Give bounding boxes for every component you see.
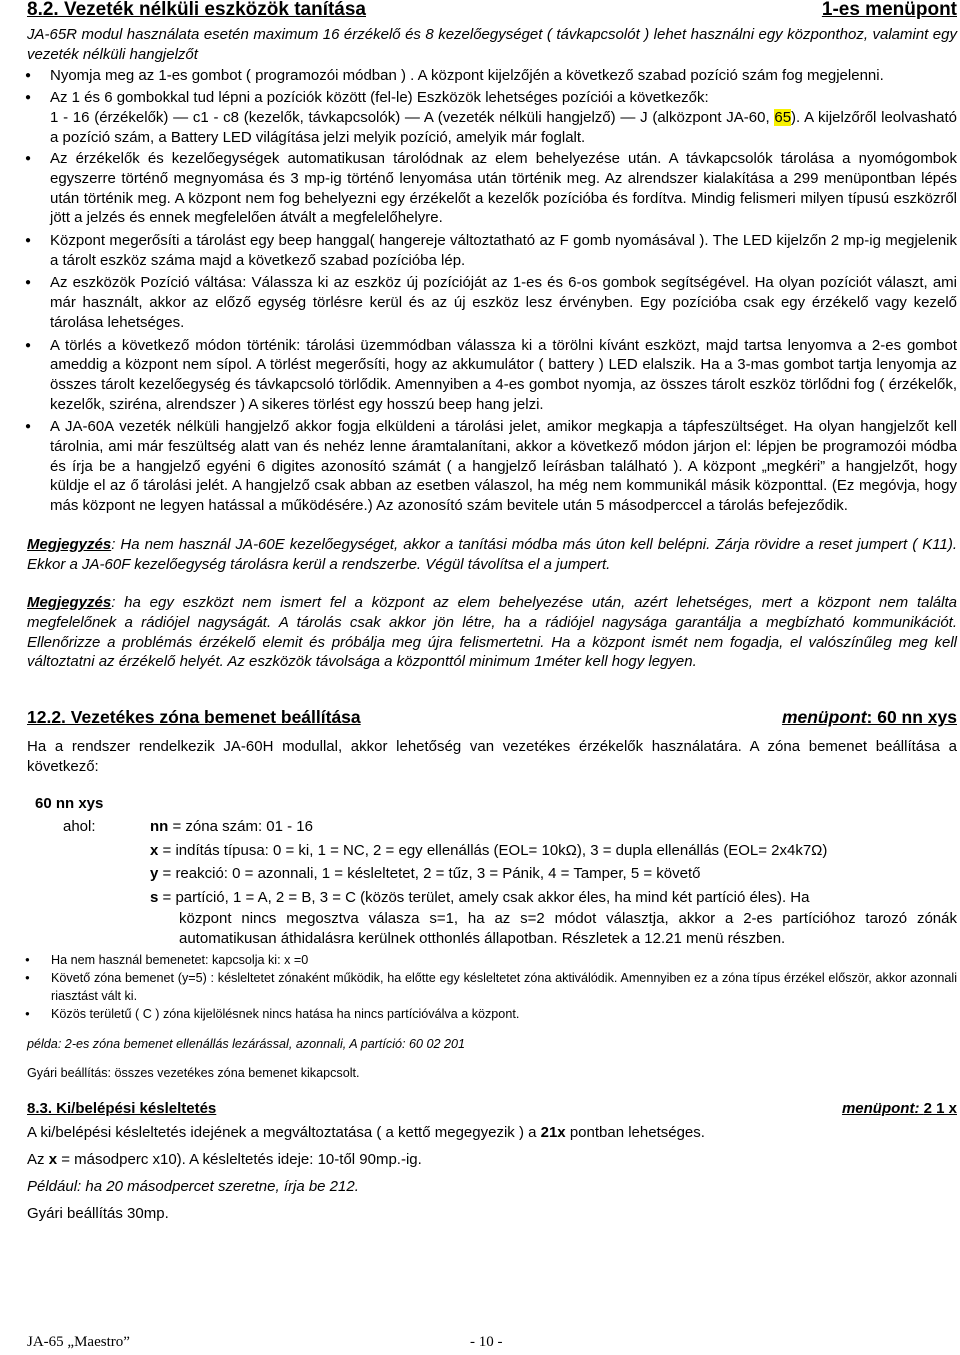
delay-text: A ki/belépési késleltetés idejének a megváltoztatása ( a kettő megegyezik ) a (27, 1123, 541, 1141)
zone-intro: Ha a rendszer rendelkezik JA-60H modullal, akkor lehetőség van vezetékes érzékelők használatára. A zóna bemenet beállítása a következő: (27, 738, 957, 775)
section-8-3-header (27, 1100, 957, 1117)
param-key: x (150, 841, 159, 859)
positions-text-end: ). A kijelzőről leolvasható a pozíció szám, a Battery LED világítása jelzi melyik pozíció, amelyik már foglalt. (50, 108, 957, 146)
list-item: ● Követő zóna bemenet (y=5) : késleltetet zónaként működik, ha előtte egy késleltetet zóna aktiválódik. Amennyiben ez a zóna típus érzékel először, akkor azonnali riasztást vált ki. (27, 969, 957, 1005)
list-item: ● Központ megerősíti a tárolást egy beep hanggal( hangereje változtatható az F gomb nyomásával ). The LED kijelzőn 2 mp-ig megjelenik a tárolt eszköz száma majd a következő szabad pozícióba lép. (27, 231, 957, 270)
list-item: ● Ha nem használ bemenetet: kapcsolja ki: x =0 (27, 951, 957, 969)
page-number: - 10 - (470, 1334, 503, 1350)
param-key: s (150, 888, 159, 906)
note-label: Megjegyzés (27, 594, 112, 612)
zone-param-row (27, 839, 957, 863)
list-item-text: ● Az 1 és 6 gombokkal tud lépni a pozíciók között (fel-le) Eszközök lehetséges pozíciói a következők: (50, 89, 709, 107)
param-desc: = zóna szám: 01 - 16 (168, 818, 313, 836)
intro-paragraph: JA-65R modul használata esetén maximum 16 érzékelő és 8 kezelőegységet ( távkapcsolót ) lehet használni egy központhoz, valamint egy vezeték nélküli hangjelzőt (27, 26, 957, 63)
highlighted-number: 65 (774, 108, 792, 126)
menu-reference (842, 1100, 957, 1117)
delay-text-end: = másodperc x10). A késleltetés ideje: 10-től 90mp.-ig. (57, 1151, 422, 1169)
zone-code: 60 nn xys (35, 794, 104, 812)
menu-label: menüpont (781, 707, 867, 728)
delay-paragraph (27, 1150, 957, 1170)
delay-factory: Gyári beállítás 30mp. (27, 1204, 169, 1222)
zone-param-row (27, 862, 957, 886)
section-title: 12.2. Vezetékes zóna bemenet beállítása (27, 707, 361, 728)
list-item-text (50, 108, 957, 147)
section-12-2-header (27, 707, 957, 728)
delay-var: x (48, 1151, 58, 1169)
param-key: nn (150, 818, 169, 836)
list-item: ● Nyomja meg az 1-es gombot ( programozói módban ) . A központ kijelzőjén a következő szabad pozíció szám fog megjelenni. (27, 66, 957, 86)
param-desc: = partíció, 1 = A, 2 = B, 3 = C (közös terület, amely csak akkor éles, ha mind két partíció éles). Ha (158, 888, 810, 906)
note-paragraph (27, 593, 957, 672)
where-label: ahol: (63, 818, 96, 836)
page-footer (27, 1334, 503, 1351)
delay-paragraph (27, 1123, 957, 1143)
bullet-list (27, 66, 957, 515)
example-line: példa: 2-es zóna bemenet ellenállás lezárással, azonnali, A partíció: 60 02 201 (27, 1037, 466, 1052)
list-item: ● A törlés a következő módon történik: tárolási üzemmódban válassza ki a törölni kívánt eszközt, majd tartsa lenyomva a 2-es gombot ameddig a központ nem sípol. A törlést megerősíti, hogy az akkumulátor ( battery ) LED elalszik. Ha a 3-mas gombot tartja lenyomja az összes tárolt kezelőegység és távkapcsoló törlődik. Amennyiben a 4-es gombot nyomja, az összes tárolt eszköz törlődni fog ( érzékelők, kezelők, sziréna, alrendszer ) A sikeres törlést egy hosszú beep hang jelzi. (27, 336, 957, 415)
param-desc-continued: központ nincs megosztva válasza s=1, ha az s=2 módot választja, akkor a 2-es partícióhoz tarozó zónák automatikusan áthidalásra kerülnek otthonlés állapotban. Részletek a 12.21 menü részben. (179, 910, 957, 947)
zone-param-row (27, 886, 957, 910)
menu-reference: 1-es menüpont (821, 0, 957, 20)
delay-text: Az (27, 1151, 49, 1169)
param-desc: = reakció: 0 = azonnali, 1 = késleltetet, 2 = tűz, 3 = Pánik, 4 = Tamper, 5 = követő (158, 865, 701, 883)
menu-label: menüpont: (841, 1099, 920, 1117)
menu-reference (782, 707, 957, 728)
note-label: Megjegyzés (27, 535, 112, 553)
zone-param-row (27, 815, 957, 839)
menu-code: 2 1 x (923, 1099, 957, 1117)
document-page (27, 0, 957, 1223)
note-paragraph (27, 535, 957, 574)
param-key: y (150, 865, 159, 883)
list-item: ● Közös területű ( C ) zóna kijelölésnek nincs hatása ha nincs partícióválva a központ. (27, 1005, 957, 1023)
zone-notes-list (27, 951, 957, 1023)
note-text: : ha egy eszközt nem ismert fel a központ az elem behelyezése után, azért lehetséges, mert a központ nem találta megfelelőnek a rádiójel nagyságát. A tárolás csak akkor jön létre, ha a rádiójel nagysága garantálja a megbízható kommunikációt. Ellenőrizze a problémás érzékelő elemit és próbálja meg újra felismertetni. Ha a központ ismét nem fogadja, el valószínűleg meg kell változtatni az érzékelő helyét. Az eszközök távolsága a központtól minimum 1méter kell hogy legyen. (27, 594, 957, 671)
delay-code: 21x (540, 1123, 566, 1141)
delay-text-end: pontban lehetséges. (565, 1123, 705, 1141)
menu-code: : 60 nn xys (866, 707, 957, 728)
param-desc: = indítás típusa: 0 = ki, 1 = NC, 2 = egy ellenállás (EOL= 10kΩ), 3 = dupla ellenállás (EOL= 2x4k7Ω) (158, 841, 828, 859)
list-item: ● A JA-60A vezeték nélküli hangjelző akkor fogja elküldeni a tárolási jelet, amikor megkapja a tápfeszültséget. Ha olyan hangjelzőt kell tárolnia, ami már feszültség alatt van és nehéz lenne áramtalanítani, akkor a következő módon járjon el: lépjen be programozói módba és írja be a hangjelző egyéni 6 digites azonosító számát ( a hangjelző leírásban található ). A központ „megkéri” a hangjelzőt, hogy küldje el az ő tárolási jelét. A hangjelző csak abban az esetben válaszol, ha még nem kommunikál másik központtal. (Ez megóvja, hogy más központ ne legyen hatással a működésére.) Az azonosító szám bevitele után 5 másodperccel a tárolás befejeződik. (27, 417, 957, 516)
positions-text: 1 - 16 (érzékelők) — c1 - c8 (kezelők, távkapcsolók) — A (vezeték nélküli hangjelző) — J (alközpont JA-60, (50, 108, 775, 126)
list-item: ● Az érzékelők és kezelőegységek automatikusan tárolódnak az elem behelyezése után. A távkapcsolók tárolása a nyomógombok egyszerre történő megnyomása és 3 mp-ig történő lenyomása után történik meg. Az alrendszer kialakítása a 299 menüpontban lépés után történik meg. A központ nem fog behelyezni egy érzékelőt a kezelők pozícióba és fordítva. Mindig felismeri milyen típusú eszközről jött a jelzés és ennek megfelelően átvált a megfelelőhelyre. (27, 149, 957, 228)
list-item (27, 88, 957, 147)
section-8-2-header (27, 0, 957, 20)
list-item: ● Az eszközök Pozíció váltása: Válassza ki az eszköz új pozícióját az 1-es és 6-os gombok segítségével. Ha olyan pozíciót választ, ami már használt, akkor az előző egység törlésre kerül és az új eszköz lesz érvényben. Egy pozícióba csak egy érzékelő vagy kezelő tárolása lehetséges. (27, 273, 957, 332)
section-title: 8.2. Vezeték nélküli eszközök tanítása (27, 0, 366, 20)
factory-setting: Gyári beállítás: összes vezetékes zóna bemenet kikapcsolt. (27, 1065, 360, 1080)
delay-example: Például: ha 20 másodpercet szeretne, írja be 212. (27, 1178, 359, 1196)
footer-title: JA-65 „Maestro” (27, 1334, 130, 1350)
section-title: 8.3. Ki/belépési késleltetés (27, 1099, 217, 1117)
note-text: : Ha nem használ JA-60E kezelőegységet, akkor a tanítási módba más úton kell belépni. Zárja rövidre a reset jumpert ( K11). Ekkor a JA-60F kezelőegység tárolásra kerül a rendszerbe. Végül távolítsa el a jumpert. (27, 535, 957, 573)
